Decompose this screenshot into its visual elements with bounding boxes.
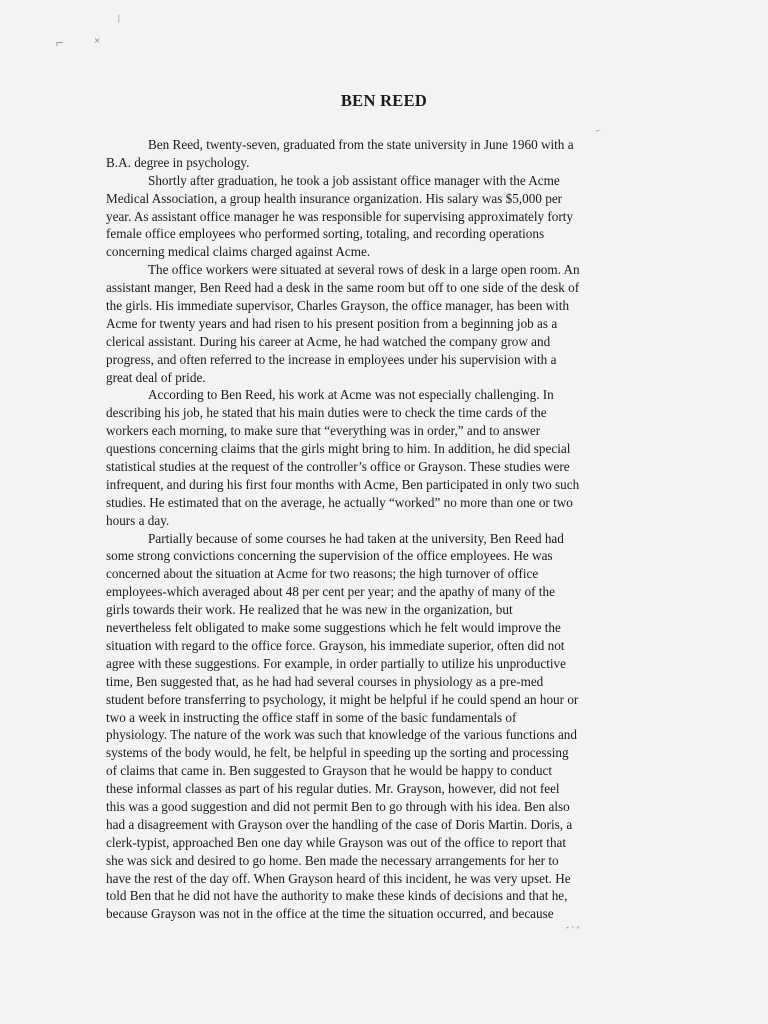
text-line: studies. He estimated that on the average, he actually “worked” no more than one or two xyxy=(106,494,573,510)
text-line: statistical studies at the request of the controller’s office or Grayson. These studies were xyxy=(106,459,570,475)
paragraph-start-line: Partially because of some courses he had taken at the university, Ben Reed had xyxy=(148,530,564,546)
text-line: Medical Association, a group health insurance organization. His salary was $5,000 per xyxy=(106,190,563,206)
text-line: clerical assistant. During his career at Acme, he had watched the company grow and xyxy=(106,333,551,349)
paragraph-start-line: Shortly after graduation, he took a job assistant office manager with the Acme xyxy=(148,172,560,188)
text-line: this was a good suggestion and did not permit Ben to go through with his idea. Ben also xyxy=(106,798,570,814)
scan-mark: | xyxy=(118,13,120,23)
scan-mark: ⌐ xyxy=(56,35,64,50)
text-line: she was sick and desired to go home. Ben made the necessary arrangements for her to xyxy=(106,852,559,868)
text-line: agree with these suggestions. For example, in order partially to utilize his unproductive xyxy=(106,655,566,671)
text-line: told Ben that he did not have the authority to make these kinds of decisions and that he, xyxy=(106,888,568,904)
text-line: time, Ben suggested that, as he had had several courses in physiology as a pre-med xyxy=(106,673,544,689)
text-line: these informal classes as part of his regular duties. Mr. Grayson, however, did not feel xyxy=(106,781,560,797)
text-line: B.A. degree in psychology. xyxy=(106,154,250,170)
paragraph-start-line: The office workers were situated at several rows of desk in a large open room. An xyxy=(148,262,580,278)
scan-mark: - · ◦ xyxy=(566,922,580,932)
text-line: physiology. The nature of the work was such that knowledge of the various functions and xyxy=(106,727,577,743)
text-line: concerned about the situation at Acme for two reasons; the high turnover of office xyxy=(106,566,539,582)
text-line: because Grayson was not in the office at the time the situation occurred, and because xyxy=(106,906,554,922)
text-line: great deal of pride. xyxy=(106,369,206,385)
text-line: year. As assistant office manager he was responsible for supervising approximately forty xyxy=(106,208,574,224)
text-line: nevertheless felt obligated to make some suggestions which he felt would improve the xyxy=(106,620,561,636)
text-line: Acme for twenty years and had risen to his present position from a beginning job as a xyxy=(106,315,558,331)
text-line: girls towards their work. He realized that he was new in the organization, but xyxy=(106,602,513,618)
scan-mark: ⌐ xyxy=(596,126,601,135)
text-line: assistant manger, Ben Reed had a desk in the same room but off to one side of the desk of xyxy=(106,280,580,296)
document-body xyxy=(106,136,644,923)
text-line: situation with regard to the office force. Grayson, his immediate superior, often did not xyxy=(106,637,565,653)
text-line: infrequent, and during his first four months with Acme, Ben participated in only two such xyxy=(106,476,580,492)
text-line: clerk-typist, approached Ben one day while Grayson was out of the office to report that xyxy=(106,834,567,850)
document-title: BEN REED xyxy=(340,91,428,110)
text-line: workers each morning, to make sure that “everything was in order,” and to answer xyxy=(106,423,541,439)
text-line: of claims that came in. Ben suggested to Grayson that he would be happy to conduct xyxy=(106,763,553,779)
text-line: describing his job, he stated that his main duties were to check the time cards of the xyxy=(106,405,547,421)
text-line: concerning medical claims charged against Acme. xyxy=(106,244,371,260)
text-line: questions concerning claims that the girls might bring to him. In addition, he did special xyxy=(106,441,571,457)
text-line: female office employees who performed sorting, totaling, and recording operations xyxy=(106,226,545,242)
paragraph-start-line: Ben Reed, twenty-seven, graduated from the state university in June 1960 with a xyxy=(148,137,574,152)
text-line: systems of the body would, he felt, be helpful in speeding up the sorting and processing xyxy=(106,745,569,761)
text-line: two a week in instructing the office staff in some of the basic fundamentals of xyxy=(106,709,517,725)
scan-mark: × xyxy=(94,35,101,47)
text-line: have the rest of the day off. When Grayson heard of this incident, he was very upset. He xyxy=(106,870,571,886)
text-line: hours a day. xyxy=(106,512,170,528)
text-line: the girls. His immediate supervisor, Charles Grayson, the office manager, has been with xyxy=(106,298,570,314)
text-line: had a disagreement with Grayson over the handling of the case of Doris Martin. Doris, a xyxy=(106,816,573,832)
text-line: employees-which averaged about 48 per cent per year; and the apathy of many of the xyxy=(106,584,555,600)
text-line: student before transferring to psychology, it might be helpful if he could spend an hour or xyxy=(106,691,579,707)
text-line: some strong convictions concerning the supervision of the office employees. He was xyxy=(106,548,553,564)
paragraph-start-line: According to Ben Reed, his work at Acme was not especially challenging. In xyxy=(148,387,554,403)
text-line: progress, and often referred to the increase in employees under his supervision with a xyxy=(106,351,557,367)
